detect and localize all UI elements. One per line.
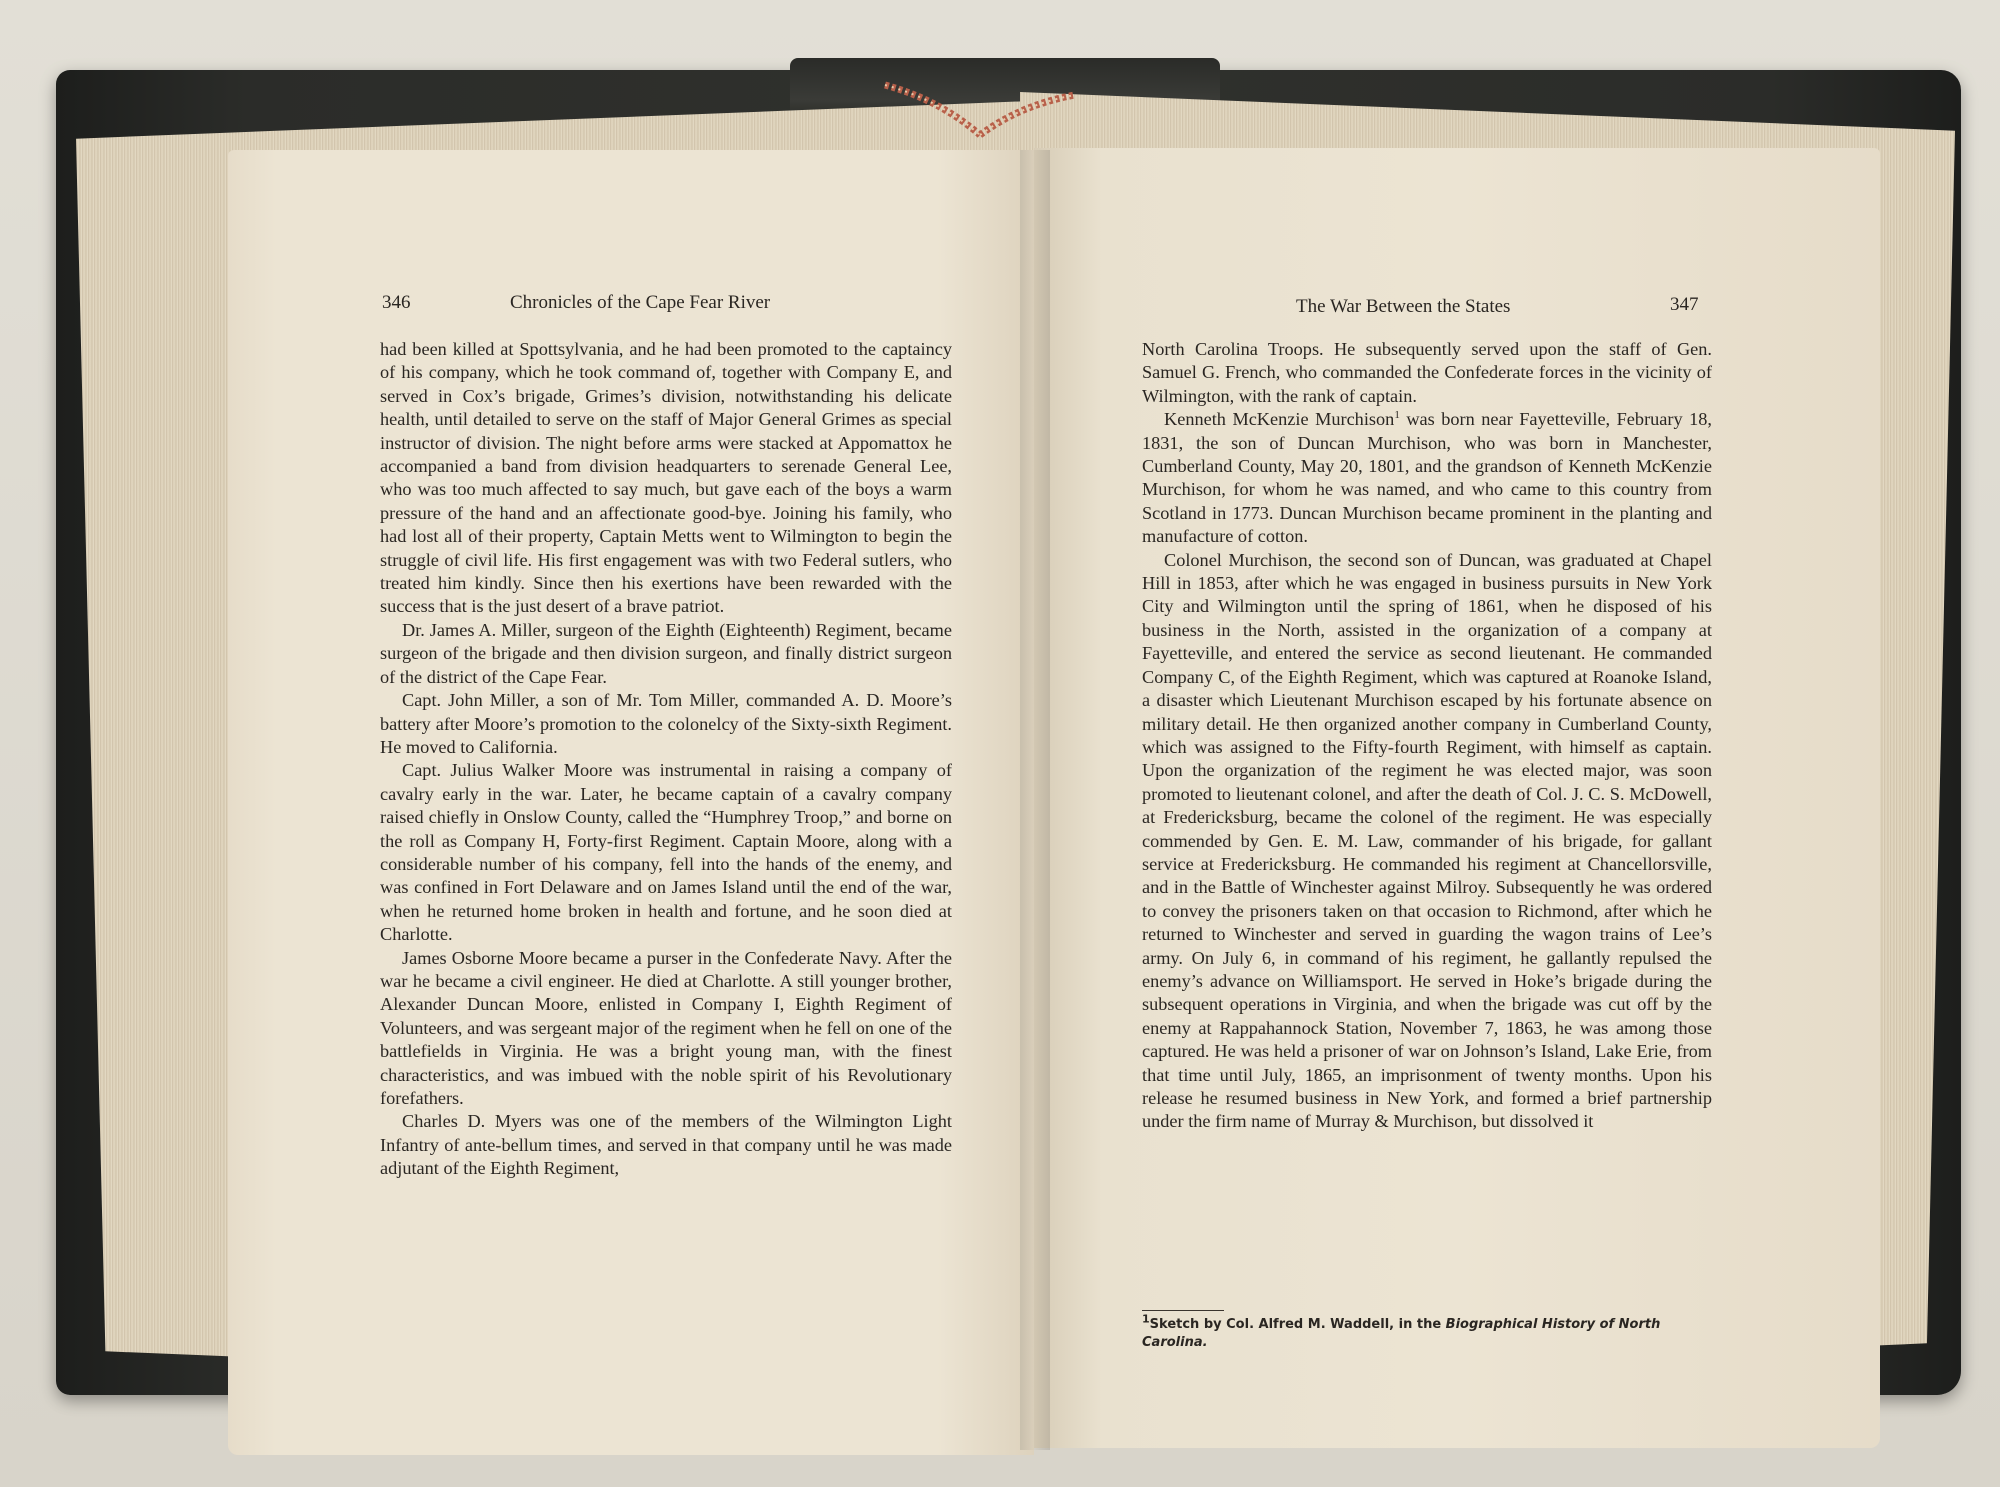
paragraph: Dr. James A. Miller, surgeon of the Eighth (Eighteenth) Regiment, became surgeon of the brigade and then division surgeon, and finally district surgeon of the district of the Cape Fear. bbox=[380, 619, 952, 687]
left-running-head: Chronicles of the Cape Fear River bbox=[510, 292, 771, 313]
paragraph: Capt. Julius Walker Moore was instrumental in raising a company of cavalry early in the war. Later, he became captain of a cavalry company raised chiefly in Onslow County, called the “Humphrey Troop,” and borne on the roll as Company H, Forty-first Regiment. Captain Moore, along with a considerable number of his company, fell into the hands of the enemy, and was confined in Fort Delaware and on James Island until the end of the war, when he returned home broken in health and fortune, and he soon died at Charlotte. bbox=[380, 760, 952, 945]
left-page-body bbox=[380, 338, 952, 1181]
footnote bbox=[1142, 1312, 1722, 1352]
ribbon-bookmark bbox=[880, 80, 1080, 140]
right-page bbox=[1034, 148, 1880, 1448]
book-gutter bbox=[1020, 150, 1050, 1450]
paragraph: James Osborne Moore became a purser in the Confederate Navy. After the war he became a civil engineer. He died at Charlotte. A still younger brother, Alexander Duncan Moore, enlisted in Company I, Eighth Regiment of Volunteers, and was sergeant major of the regiment when he fell on one of the battlefields in Virginia. He was a bright young man, with the finest characteristics, and was imbued with the noble spirit of his Revolutionary forefathers. bbox=[380, 947, 952, 1108]
right-page-body bbox=[1142, 338, 1712, 1134]
left-page-number: 346 bbox=[382, 292, 411, 313]
right-running-head: The War Between the States bbox=[1296, 296, 1511, 317]
paragraph: Colonel Murchison, the second son of Duncan, was graduated at Chapel Hill in 1853, after which he was engaged in business pursuits in New York City and Wilmington until the spring of 1861, when he disposed of his business in the North, assisted in the organization of a company at Fayetteville, and entered the service as second lieutenant. He commanded Company C, of the Eighth Regiment, which was captured at Roanoke Island, a disaster which Lieutenant Murchison escaped by his fortunate absence on military detail. He then organized another company in Cumberland County, which was assigned to the Fifty-fourth Regiment, with himself as captain. Upon the organization of the regiment he was elected major, was soon promoted to lieutenant colonel, and after the death of Col. J. C. S. McDowell, at Fredericksburg, became the colonel of the regiment. He was especially commended by Gen. E. M. Law, commander of his brigade, for gallant service at Fredericksburg. He commanded his regiment at Chancellorsville, and in the Battle of Winchester against Milroy. Subsequently he was ordered to convey the prisoners taken on that occasion to Richmond, after which he returned to Winchester and served in guarding the wagon trains of Lee’s army. On July 6, in command of his regiment, he gallantly repulsed the enemy’s advance on Williamsport. He served in Hoke’s brigade during the subsequent operations in Virginia, and when the brigade was cut off by the enemy at Rappahannock Station, November 7, 1863, he was among those captured. He was held a prisoner of war on Johnson’s Island, Lake Erie, from that time until July, 1865, an imprisonment of twenty months. Upon his release he resumed business in New York, and formed a brief partnership under the firm name of Murray & Murchison, but dissolved it bbox=[1142, 549, 1712, 1132]
paragraph: Charles D. Myers was one of the members of the Wilmington Light Infantry of ante-bellum times, and served in that company until he was made adjutant of the Eighth Regiment, bbox=[380, 1111, 952, 1179]
left-page bbox=[228, 150, 1034, 1455]
paragraph: North Carolina Troops. He subsequently served upon the staff of Gen. Samuel G. French, who commanded the Confederate forces in the vicinity of Wilmington, with the rank of captain. bbox=[1142, 339, 1712, 406]
footnote-rule bbox=[1142, 1310, 1224, 1311]
footnote-reference: 1 bbox=[1394, 409, 1400, 422]
footnote-marker: 1 bbox=[1142, 1312, 1150, 1326]
paragraph: had been killed at Spottsylvania, and he had been promoted to the captaincy of his company, which he took command of, together with Company E, and served in Cox’s brigade, Grimes’s division, notwithstanding his delicate health, until detailed to serve on the staff of Major General Grimes as special instructor of division. The night before arms were stacked at Appomattox he accompanied a band from division headquarters to serenade General Lee, who was too much affected to say much, but gave each of the boys a warm pressure of the hand and an affectionate good-bye. Joining his family, who had lost all of their property, Captain Metts went to Wilmington to begin the struggle of civil life. His first engagement was with two Federal sutlers, who treated him kindly. Since then his exertions have been rewarded with the success that is the just desert of a brave patriot. bbox=[380, 339, 952, 617]
paragraph bbox=[1142, 408, 1712, 548]
right-page-number: 347 bbox=[1670, 294, 1699, 315]
footnote-text: Sketch by Col. Alfred M. Waddell, in the bbox=[1149, 1317, 1442, 1332]
paragraph-lead: Kenneth McKenzie Murchison bbox=[1164, 409, 1395, 430]
footnote-source: Biographical History of North Carolina. bbox=[1142, 1317, 1661, 1350]
paragraph-rest: was born near Fayetteville, February 18, 1831, the son of Duncan Murchison, who was born in Manchester, Cumberland County, May 20, 1801, and the grandson of Kenneth McKenzie Murchison, for whom he was named, and who came to this country from Scotland in 1773. Duncan Murchison became prominent in the planting and manufacture of cotton. bbox=[1142, 409, 1712, 547]
paragraph: Capt. John Miller, a son of Mr. Tom Miller, commanded A. D. Moore’s battery after Moore’s promotion to the colonelcy of the Sixty-sixth Regiment. He moved to California. bbox=[380, 690, 952, 757]
